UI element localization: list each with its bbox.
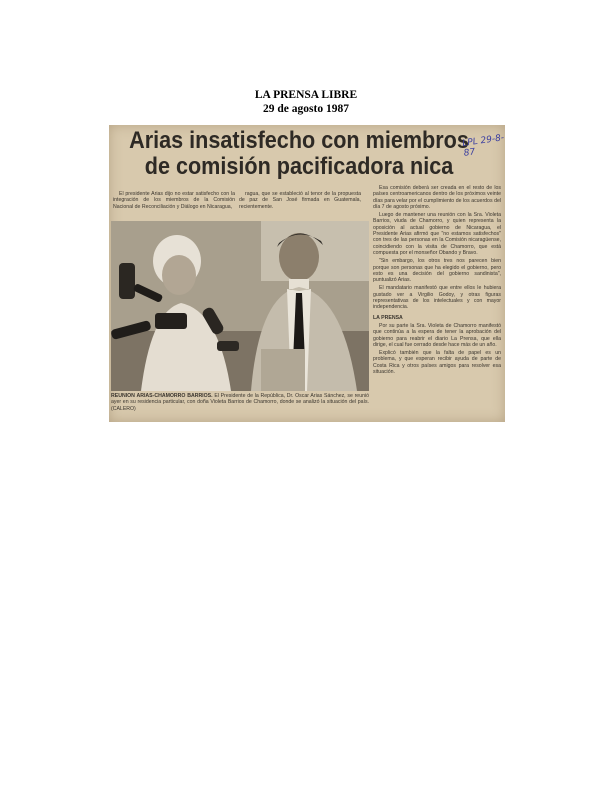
news-photo — [111, 221, 369, 391]
publication-name: LA PRENSA LIBRE — [254, 89, 358, 101]
column-2-text: ragua, que se estableció al tenor de la propuesta de paz de San José firmada en Guatemala, recientemente. — [239, 191, 361, 210]
photo-illustration — [111, 221, 369, 391]
photo-caption — [111, 393, 369, 421]
column-3-paragraph: Esa comisión deberá ser creada en el resto de los países centroamericanos dentro de los próximos veinte días para velar por el cumplimiento de los acuerdos del día 7 de agosto próximo. — [373, 185, 501, 210]
column-3-paragraph: El mandatario manifestó que entre ellos le hubiera gustado ver a Virgilio Godoy, y otras figuras representativas de los intelectuales y con mayor independencia. — [373, 285, 501, 311]
column-3-paragraph: Luego de mantener una reunión con la Sra. Violeta Barrios, viuda de Chamorro, y quien representa la oposición al actual gobierno de Nicaragua, el Presidente Arias afirmó que "no estamos satisfechos" con tres de las personas en la Comisión nicaragüense, coincidiendo con la visita de Chamorro, que está compuesta por el monseñor Obando y Bravo. — [373, 212, 501, 256]
publication-date: 29 de agosto 1987 — [263, 103, 349, 115]
column-3-paragraph: "Sin embargo, los otros tres nos parecen bien porque son personas que ha elegido el gobierno, pero esto es una decisión del gobierno sandinista", puntualizó Arias. — [373, 258, 501, 284]
headline-line-2: de comisión pacificadora nica — [144, 153, 454, 180]
document-header — [0, 88, 612, 116]
column-3-subheading: LA PRENSA — [373, 314, 403, 321]
handwritten-date-note: LPL 29-8-87 — [461, 133, 505, 159]
caption-lead: REUNION ARIAS-CHAMORRO BARRIOS. — [111, 393, 213, 399]
article-column-3 — [373, 185, 501, 421]
article-headline — [128, 128, 470, 180]
headline-line-1: Arias insatisfecho con miembros — [129, 127, 469, 154]
article-column-2 — [239, 191, 361, 215]
column-3-paragraph: Por su parte la Sra. Violeta de Chamorro manifestó que continúa a la espera de tener la aprobación del gobierno para reabrir el diario La Prensa, que ella dirige, el cual fue cerrado desde hace más de un año. — [373, 322, 501, 348]
article-column-1 — [113, 191, 235, 215]
column-1-text: El presidente Arias dijo no estar satisfecho con la integración de los miembros de la Comisión Nacional de Reconciliación y Diálogo en Nicaragua, — [113, 191, 235, 210]
newspaper-clipping — [109, 125, 505, 422]
caption-text: El Presidente de la República, Dr. Oscar Arias Sánchez, se reunió ayer en su residencia particular, con doña Violeta Barrios de Chamorro, donde se analizó la situación del país. (CALERO) — [111, 393, 370, 412]
column-3-paragraph: Explicó también que la falta de papel es un problema, y que esperan recibir ayuda de parte de Costa Rica y otros países amigos para resolver esa situación. — [373, 350, 501, 376]
